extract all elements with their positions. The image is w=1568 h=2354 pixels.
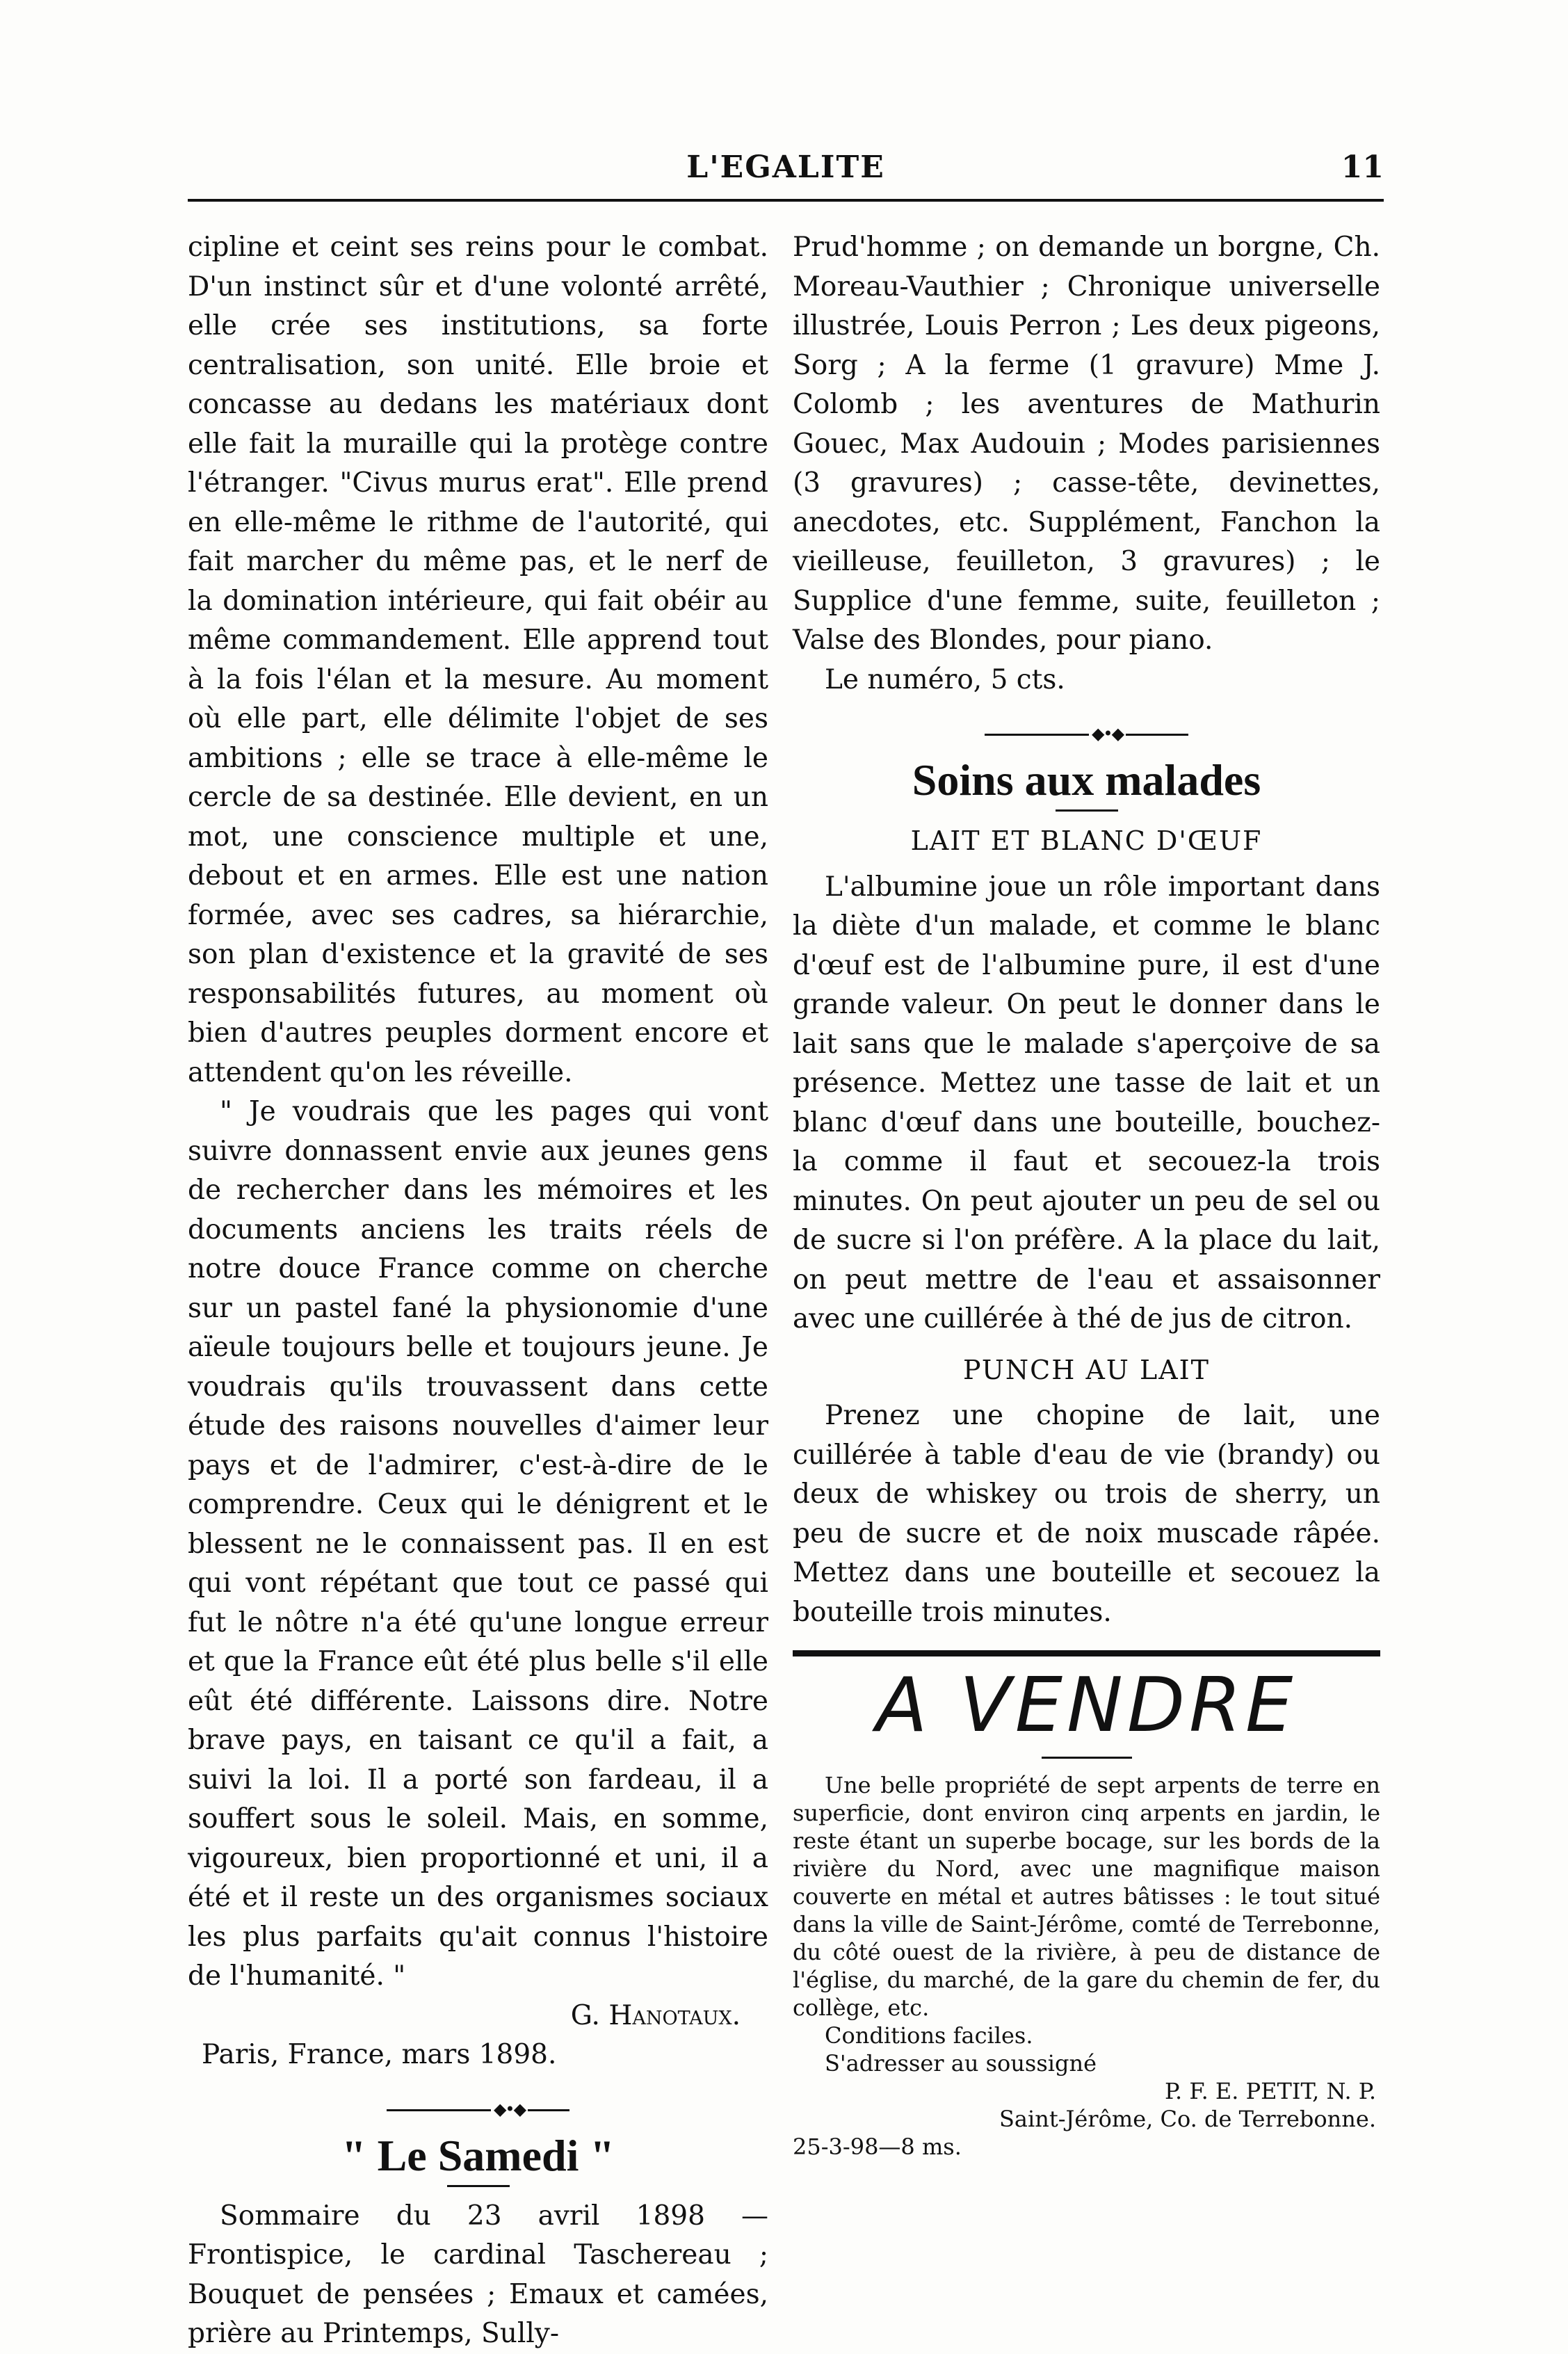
ad-conditions: Conditions faciles. [825,2022,1033,2049]
header-rule [188,199,1384,202]
samedi-summary: Sommaire du 23 avril 1898 — Frontispice, le cardinal Taschereau ; Bouquet de pensées ; Emaux et camées, prière au Printemps, Sully- [188,2200,768,2349]
ad-address: S'adresser au soussigné [825,2050,1097,2077]
newspaper-title: L'EGALITE [686,150,885,185]
lait-paragraph: L'albumine joue un rôle important dans la diète d'un malade, et comme le blanc d'œuf est de l'albumine pure, il est d'une grande valeur. On peut le donner dans le lait sans que le malade s'aperçoive de sa présence. Mettez une tasse de lait et un blanc d'œuf dans une bouteille, bouchez-la comme il faut et secouez-la trois minutes. On peut ajouter un peu de sel ou de sucre si l'on préfère. A la place du lait, on peut mettre de l'eau et assaisonner avec une cuillérée à thé de jus de citron. [793,871,1380,1335]
right-column [793,228,1380,2161]
for-sale-heading: A VENDRE [875,1662,1298,1749]
punch-paragraph: Prenez une chopine de lait, une cuillérée à table d'eau de vie (brandy) ou deux de whiskey ou trois de sherry, un peu de sucre et de noix muscade râpée. Mettez dans une bouteille et secouez la bouteille trois minutes. [793,1400,1380,1628]
author-signature: G. Hanotaux. [570,1999,741,2031]
ad-rule [1042,1757,1132,1759]
punch-subheading: PUNCH AU LAIT [962,1354,1211,1385]
ad-top-rule [793,1650,1380,1656]
ad-reference: 25-3-98—8 ms. [793,2134,962,2160]
heading-rule [1056,809,1118,812]
quote-paragraph: " Je voudrais que les pages qui vont suivre donnassent envie aux jeunes gens de rechercher dans les mémoires et les documents anciens les traits réels de notre douce France comme on cherche sur un pastel fané la physionomie d'une aïeule toujours belle et toujours jeune. Je voudrais qu'ils trouvassent dans cette étude des raisons nouvelles d'aimer leur pays et de l'admirer, c'est-à-dire de le comprendre. Ceux qui le dénigrent et le blessent ne le connaissent pas. Il en est qui vont répétant que tout ce passé qui fut le nôtre n'a été qu'une longue erreur et que la France eût été plus belle s'il elle eût été différente. Laissons dire. Notre brave pays, en taisant ce qu'il a fait, a suivi la loi. Il a porté son fardeau, il a souffert sous le soleil. Mais, en somme, vigoureux, bien proportionné et uni, il a été et il reste un des organismes sociaux les plus parfaits qu'ait connus l'histoire de l'humanité. " [188,1096,768,1992]
for-sale-ad [793,1771,1380,2161]
article-paragraph: cipline et ceint ses reins pour le combat. D'un instinct sûr et d'une volonté arrêté, elle crée ses institutions, sa forte centralisation, son unité. Elle broie et concasse au dedans les matériaux dont elle fait la muraille qui la protège contre l'étranger. "Civus murus erat". Elle prend en elle-même le rithme de l'autorité, qui fait marcher du même pas, et le nerf de la domination intérieure, qui fait obéir au même commandement. Elle apprend tout à la fois l'élan et la mesure. Au moment où elle part, elle délimite l'objet de ses ambitions ; elle se trace à elle-même le cercle de sa destinée. Elle devient, en un mot, une conscience multiple et une, debout et en armes. Elle est une nation formée, avec ses cadres, sa hiérarchie, son plan d'existence et la gravité de ses responsabilités futures, au moment où bien d'autres peuples dorment encore et attendent qu'on les réveille. [188,232,768,1088]
lait-subheading: LAIT ET BLANC D'ŒUF [910,825,1263,856]
section-ornament: ◆•◆ [188,2099,768,2120]
left-column [188,228,768,2354]
ad-description: Une belle propriété de sept arpents de terre en superficie, dont environ cinq arpents en jardin, le reste étant un superbe bocage, sur les bords de la rivière du Nord, avec une magnifique maison couverte en métal et autres bâtisses : le tout situé dans la ville de Saint-Jérôme, comté de Terrebonne, du côté ouest de la rivière, à peu de distance de l'église, du marché, de la gare du chemin de fer, du collège, etc. [793,1772,1380,2021]
issue-price: Le numéro, 5 cts. [825,663,1065,695]
ad-contact-name: P. F. E. PETIT, N. P. [1164,2078,1376,2104]
section-ornament: ◆•◆ [793,723,1380,744]
ad-contact-place: Saint-Jérôme, Co. de Terrebonne. [999,2106,1376,2132]
samedi-summary-continued: Prud'homme ; on demande un borgne, Ch. Moreau-Vauthier ; Chronique universelle illustrée, Louis Perron ; Les deux pigeons, Sorg ; A la ferme (1 gravure) Mme J. Colomb ; les aventures de Mathurin Gouec, Max Audouin ; Modes parisiennes (3 gravures) ; casse-tête, devinettes, anecdotes, etc. Supplément, Fanchon la vieilleuse, feuilleton, 3 gravures) ; le Supplice d'une femme, suite, feuilleton ; Valse des Blondes, pour piano. [793,232,1380,656]
heading-rule [447,2185,510,2187]
page-number: 11 [1341,150,1384,185]
soins-heading: Soins aux malades [912,755,1261,805]
page-header [188,143,1384,198]
place-date: Paris, France, mars 1898. [202,2039,557,2070]
samedi-heading: " Le Samedi " [341,2130,615,2180]
